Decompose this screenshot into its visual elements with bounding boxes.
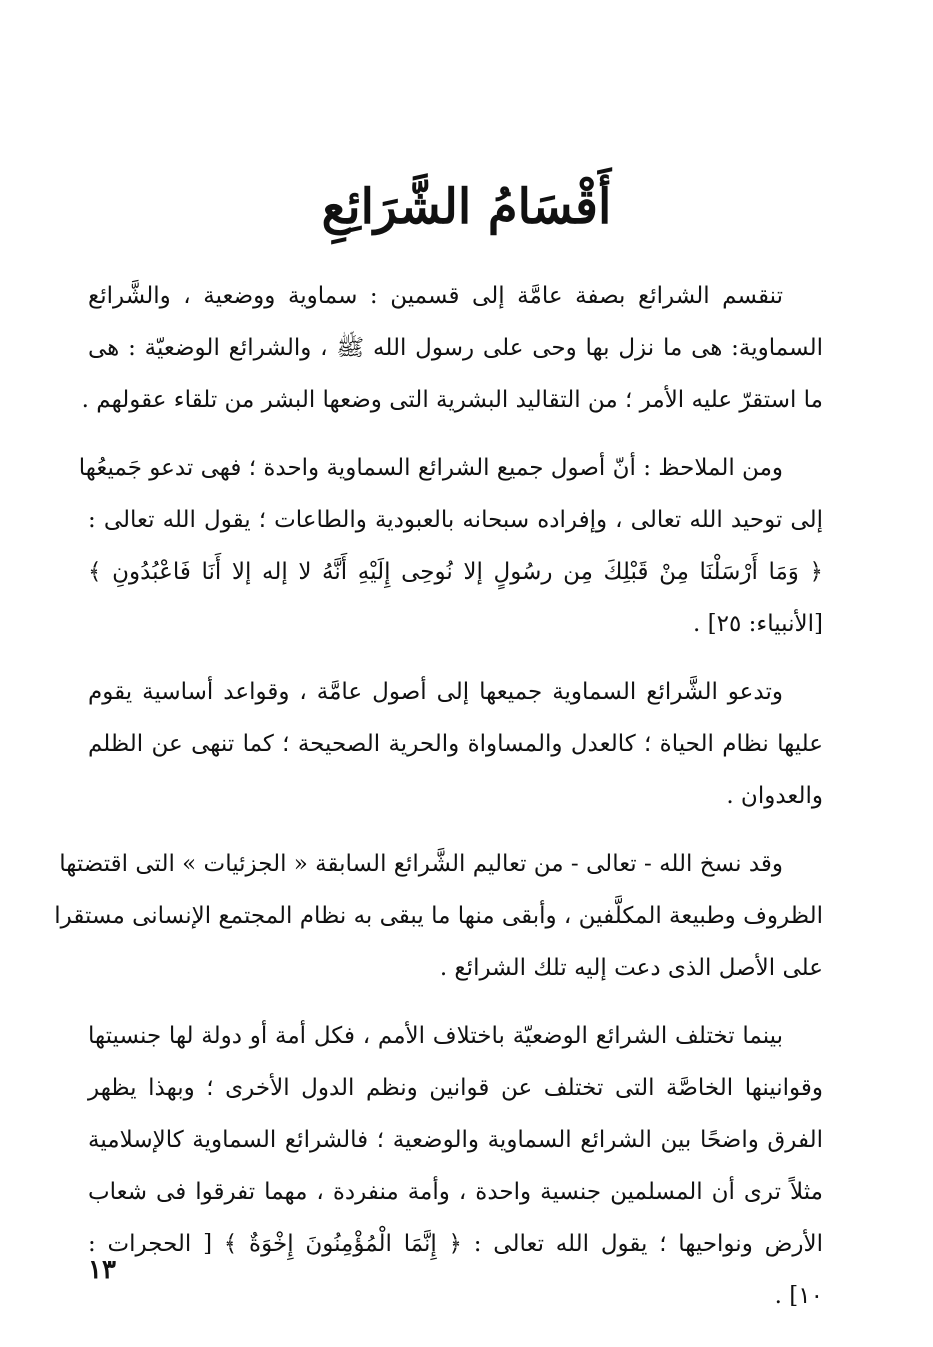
paragraph-line: على الأصل الذى دعت إليه تلك الشرائع . [439,955,823,981]
paragraph-line: وتدعو الشَّرائع السماوية جميعها إلى أصول عامَّة ، وقواعد أساسية يقوم [88,679,783,705]
paragraph-line: الفرق واضحًا بين الشرائع السماوية والوضعية ؛ فالشرائع السماوية كالإسلامية [88,1127,823,1153]
paragraph-line: والعدوان . [726,783,823,809]
paragraph-line: الظروف وطبيعة المكلَّفين ، وأبقى منها ما يبقى به نظام المجتمع الإنسانى مستقرا [54,903,823,929]
paragraph-line: مثلاً ترى أن المسلمين جنسية واحدة ، وأمة منفردة ، مهما تفرقوا فى شعاب [88,1179,823,1205]
paragraph-3 [88,666,823,822]
verse-reference: [الأنبياء: ٢٥] . [693,611,823,637]
paragraph-line: إلى توحيد الله تعالى ، وإفراده سبحانه بالعبودية والطاعات ؛ يقول الله تعالى : [88,507,823,533]
quran-verse-line: ﴿ وَمَا أَرْسَلْنَا مِنْ قَبْلِكَ مِن رسُولٍ إلا نُوحِى إِلَيْهِ أَنَّهُ لا إله إلا أَنَا فَاعْبُدُونِ ﴾ [88,559,823,585]
paragraph-5 [88,1010,823,1322]
chapter-title: أَقْسَامُ الشَّرَائِعِ [321,179,612,236]
paragraph-2 [78,442,823,650]
paragraph-line: ومن الملاحظ : أنّ أصول جميع الشرائع السماوية واحدة ؛ فهى تدعو جَميعُها [78,455,783,481]
paragraph-line: السماوية: هى ما نزل بها وحى على رسول الله ﷺ ، والشرائع الوضعيّة : هى [88,335,823,361]
verse-reference: ١٠] . [774,1283,823,1309]
paragraph-4 [54,838,823,994]
paragraph-line: بينما تختلف الشرائع الوضعيّة باختلاف الأمم ، فكل أمة أو دولة لها جنسيتها [88,1023,783,1049]
paragraph-1 [81,270,823,426]
paragraph-line: وقد نسخ الله - تعالى - من تعاليم الشَّرائع السابقة « الجزئيات » التى اقتضتها [59,851,783,877]
page-body [54,270,823,1338]
paragraph-line: الأرض ونواحيها ؛ يقول الله تعالى : ﴿ إِنَّمَا الْمُؤْمِنُونَ إِخْوَةٌ ﴾ [ الحجرات : [88,1231,823,1257]
paragraph-line: ما استقرّ عليه الأمر ؛ من التقاليد البشرية التى وضعها البشر من تلقاء عقولهم . [81,387,823,413]
page-number: ١٣ [88,1255,116,1285]
paragraph-line: عليها نظام الحياة ؛ كالعدل والمساواة والحرية الصحيحة ؛ كما تنهى عن الظلم [88,731,823,757]
paragraph-line: تنقسم الشرائع بصفة عامَّة إلى قسمين : سماوية ووضعية ، والشَّرائع [88,283,783,309]
paragraph-line: وقوانينها الخاصَّة التى تختلف عن قوانين ونظم الدول الأخرى ؛ وبهذا يظهر [88,1075,823,1101]
